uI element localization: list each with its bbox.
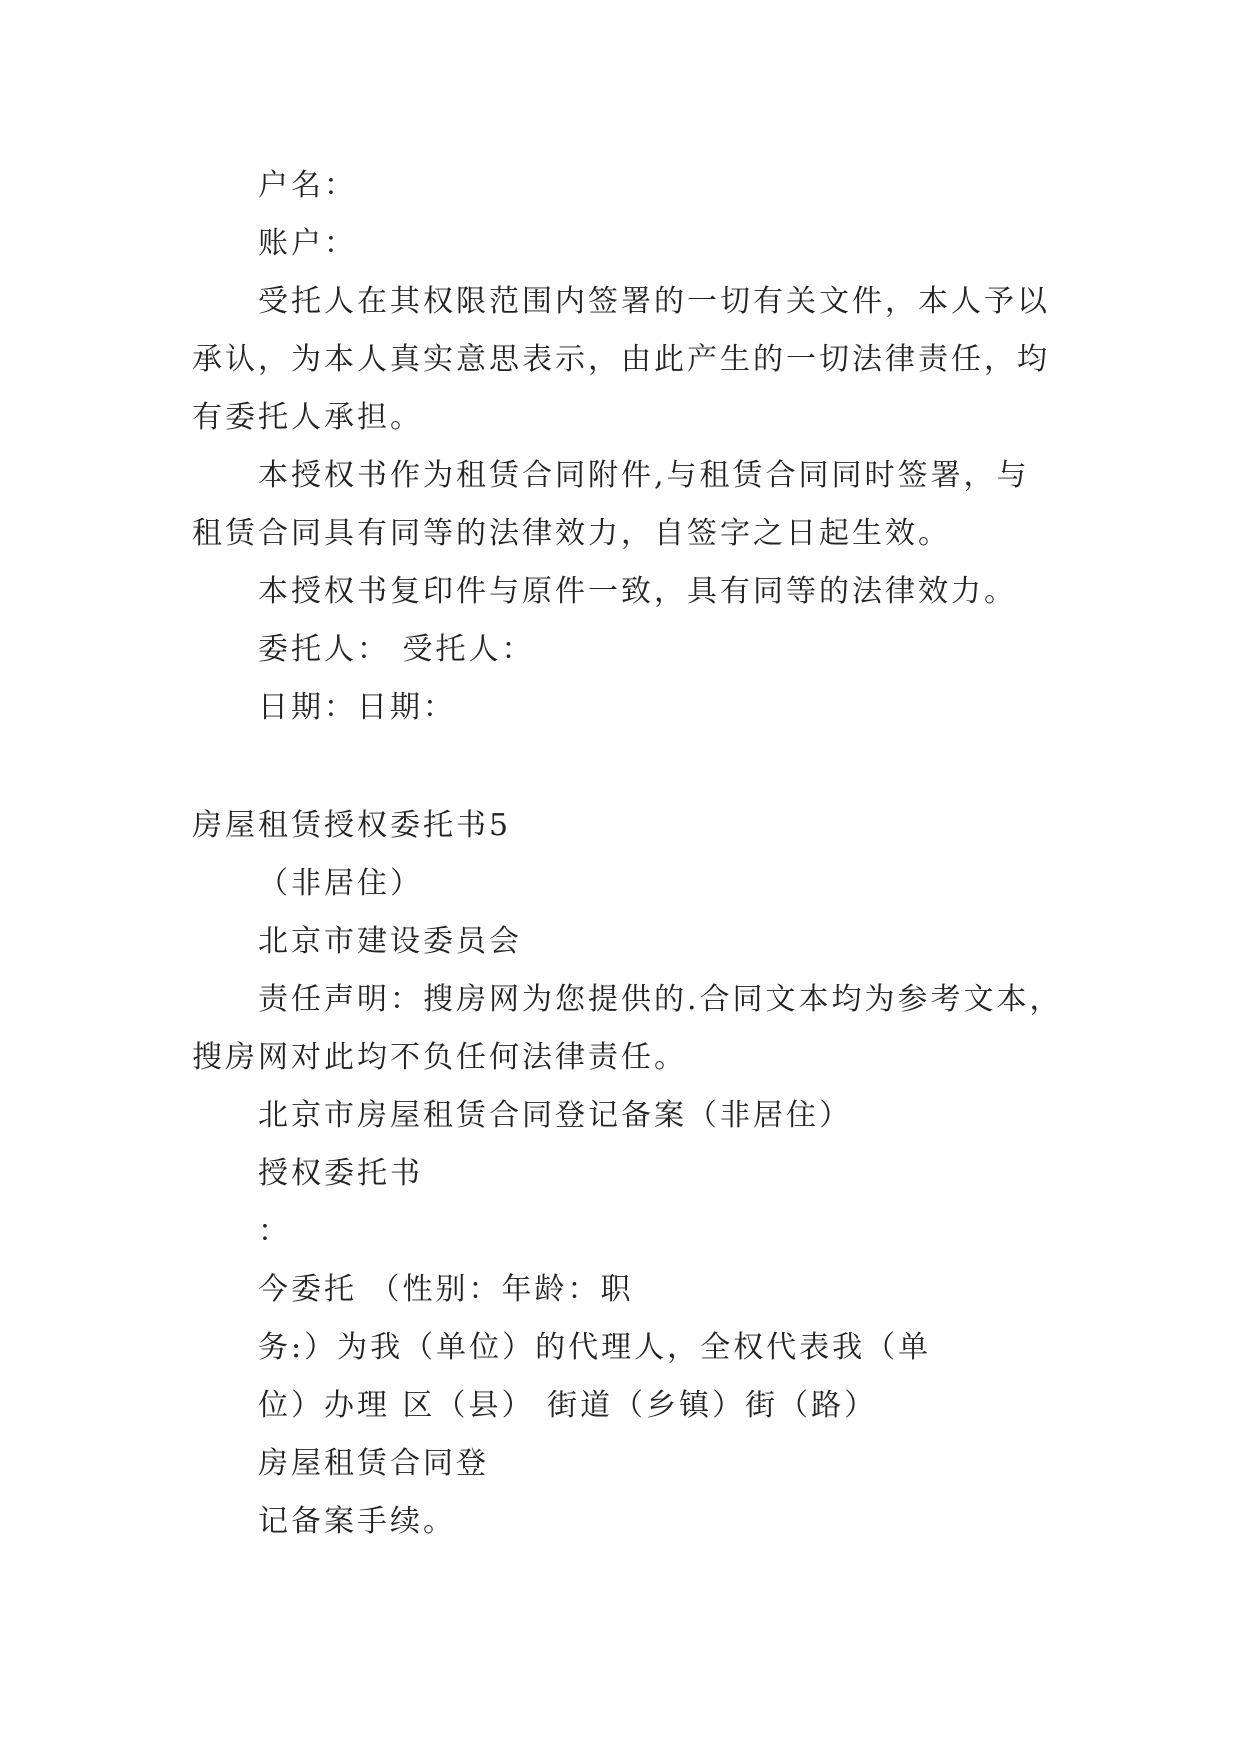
paragraph-line: 今委托 （性别：年龄：职	[258, 1272, 634, 1307]
paragraph-line: 租赁合同具有同等的法律效力，自签字之日起生效。	[192, 516, 951, 551]
form-title-line: 北京市房屋租赁合同登记备案（非居住）	[258, 1098, 852, 1133]
paragraph-line: 承认，为本人真实意思表示，由此产生的一切法律责任，均	[192, 342, 1050, 377]
account-number-line: 账户：	[258, 226, 357, 261]
disclaimer-line: 责任声明：搜房网为您提供的.合同文本均为参考文本，	[258, 982, 1063, 1017]
section-title: 房屋租赁授权委托书5	[192, 808, 512, 843]
paragraph-line: 受托人在其权限范围内签署的一切有关文件，本人予以	[258, 284, 1050, 319]
paragraph-line: 位）办理 区（县） 街道（乡镇）街（路）	[258, 1388, 878, 1423]
paragraph-line: 本授权书作为租赁合同附件,与租赁合同同时签署，与	[258, 458, 1030, 493]
signature-line: 委托人： 受托人：	[258, 632, 535, 667]
date-line: 日期：日期：	[258, 690, 456, 725]
form-title-line: 授权委托书	[258, 1156, 423, 1191]
paragraph-line: 有委托人承担。	[192, 400, 423, 435]
issuer-line: 北京市建设委员会	[258, 924, 522, 959]
paragraph-line: 房屋租赁合同登	[258, 1446, 489, 1481]
paragraph-line: 记备案手续。	[258, 1504, 456, 1539]
account-name-line: 户名：	[258, 168, 357, 203]
subtitle-line: （非居住）	[258, 866, 423, 901]
addressee-line: ：	[258, 1214, 291, 1249]
disclaimer-line: 搜房网对此均不负任何法律责任。	[192, 1040, 687, 1075]
paragraph-line: 务:）为我（单位）的代理人，全权代表我（单	[258, 1330, 932, 1365]
paragraph-line: 本授权书复印件与原件一致，具有同等的法律效力。	[258, 574, 1017, 609]
